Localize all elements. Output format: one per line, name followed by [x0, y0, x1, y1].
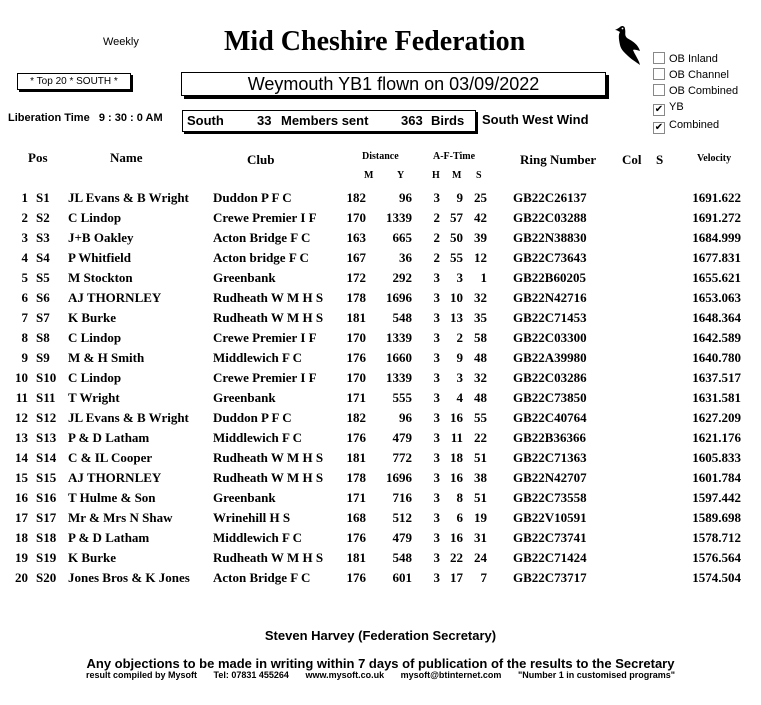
row-time-seconds: 39	[474, 230, 487, 245]
row-velocity: 1642.589	[692, 330, 741, 345]
table-row	[0, 310, 761, 330]
row-time-seconds: 58	[474, 330, 487, 345]
row-distance-yards: 772	[392, 450, 412, 465]
row-time-hours: 3	[433, 350, 440, 365]
row-distance-yards: 1696	[386, 470, 412, 485]
table-row	[0, 570, 761, 590]
checkbox-icon[interactable]	[653, 52, 665, 64]
col-dist-y: Y	[397, 170, 405, 181]
row-name: M & H Smith	[68, 350, 145, 365]
row-club: Greenbank	[213, 490, 276, 505]
compiled-by: result compiled by Mysoft	[85, 670, 197, 680]
row-position: 5	[21, 270, 28, 285]
row-time-seconds: 48	[474, 390, 487, 405]
option-ob-combined[interactable]	[653, 84, 738, 97]
row-club: Middlewich F C	[213, 430, 303, 445]
row-position: 17	[15, 510, 28, 525]
compiler-phone: Tel: 07831 455264	[213, 670, 289, 680]
col-time-h: H	[432, 170, 440, 181]
row-ring-number: GB22C03288	[513, 210, 587, 225]
row-time-hours: 3	[433, 530, 440, 545]
row-club: Crewe Premier I F	[213, 370, 317, 385]
row-ring-number: GB22C71363	[513, 450, 587, 465]
objections-notice: Any objections to be made in writing within 7 days of publication of the results to the Secretary	[86, 656, 675, 671]
checkbox-checked-icon[interactable]: ✔	[654, 122, 664, 133]
option-label: OB Combined	[669, 85, 739, 97]
col-time-s: S	[476, 170, 482, 181]
row-distance-yards: 555	[392, 390, 412, 405]
row-velocity: 1621.176	[692, 430, 741, 445]
row-ring-number: GB22C40764	[513, 410, 587, 425]
compiler-slogan: "Number 1 in customised programs"	[517, 670, 676, 680]
table-row	[0, 290, 761, 310]
row-section-position: S19	[36, 550, 57, 565]
row-name: Mr & Mrs N Shaw	[68, 510, 173, 525]
row-position: 6	[21, 290, 28, 305]
row-section-position: S18	[36, 530, 57, 545]
row-section-position: S20	[36, 570, 57, 585]
row-time-minutes: 50	[450, 230, 463, 245]
row-position: 1	[21, 190, 28, 205]
row-name: C Lindop	[68, 370, 122, 385]
row-distance-yards: 96	[399, 190, 412, 205]
row-distance-miles: 170	[346, 330, 366, 345]
row-distance-miles: 181	[346, 310, 366, 325]
row-time-hours: 3	[433, 410, 440, 425]
row-velocity: 1677.831	[692, 250, 741, 265]
row-section-position: S8	[36, 330, 50, 345]
row-time-hours: 3	[433, 310, 440, 325]
row-time-hours: 3	[433, 550, 440, 565]
row-distance-miles: 171	[346, 390, 366, 405]
compiled-by-line	[0, 670, 761, 680]
row-time-minutes: 17	[450, 570, 463, 585]
row-time-seconds: 55	[474, 410, 487, 425]
row-section-position: S13	[36, 430, 57, 445]
row-section-position: S1	[36, 190, 50, 205]
row-position: 19	[15, 550, 28, 565]
row-velocity: 1655.621	[692, 270, 741, 285]
row-ring-number: GB22V10591	[513, 510, 587, 525]
row-velocity: 1631.581	[692, 390, 741, 405]
row-section-position: S10	[36, 370, 57, 385]
row-distance-yards: 292	[392, 270, 412, 285]
option-yb[interactable]	[653, 101, 684, 116]
row-section-position: S11	[36, 390, 56, 405]
row-time-seconds: 42	[474, 210, 487, 225]
row-distance-miles: 170	[346, 210, 366, 225]
row-section-position: S14	[36, 450, 57, 465]
table-row	[0, 530, 761, 550]
row-time-minutes: 9	[456, 350, 463, 365]
row-name: JL Evans & B Wright	[68, 190, 189, 205]
row-velocity: 1627.209	[692, 410, 741, 425]
row-distance-miles: 167	[346, 250, 366, 265]
table-row	[0, 190, 761, 210]
row-section-position: S2	[36, 210, 50, 225]
top20-section-badge: * Top 20 * SOUTH *	[17, 73, 131, 90]
row-time-minutes: 11	[450, 430, 463, 445]
row-distance-yards: 716	[392, 490, 412, 505]
row-distance-yards: 479	[392, 530, 412, 545]
row-time-hours: 3	[433, 450, 440, 465]
row-time-hours: 2	[433, 250, 440, 265]
row-club: Acton Bridge F C	[213, 570, 311, 585]
row-velocity: 1605.833	[692, 450, 741, 465]
row-ring-number: GB22N38830	[513, 230, 587, 245]
row-club: Crewe Premier I F	[213, 210, 317, 225]
table-row	[0, 470, 761, 490]
entry-summary-box	[182, 110, 476, 132]
row-section-position: S3	[36, 230, 50, 245]
row-distance-yards: 1339	[386, 330, 412, 345]
row-ring-number: GB22A39980	[513, 350, 587, 365]
row-distance-yards: 96	[399, 410, 412, 425]
row-distance-miles: 178	[346, 290, 366, 305]
row-time-minutes: 22	[450, 550, 463, 565]
row-time-seconds: 38	[474, 470, 487, 485]
row-time-hours: 3	[433, 470, 440, 485]
row-velocity: 1601.784	[692, 470, 741, 485]
row-distance-yards: 1660	[386, 350, 412, 365]
row-velocity: 1653.063	[692, 290, 741, 305]
col-dist-m: M	[364, 170, 374, 181]
row-position: 16	[15, 490, 28, 505]
row-name: T Hulme & Son	[68, 490, 156, 505]
table-row	[0, 330, 761, 350]
row-time-seconds: 35	[474, 310, 487, 325]
row-ring-number: GB22B36366	[513, 430, 586, 445]
section-name: South	[187, 113, 224, 128]
row-distance-miles: 176	[346, 350, 366, 365]
col-pos: Pos	[28, 150, 48, 165]
row-name: C Lindop	[68, 210, 122, 225]
row-distance-miles: 181	[346, 450, 366, 465]
row-time-seconds: 51	[474, 490, 487, 505]
row-velocity: 1576.564	[692, 550, 741, 565]
row-time-seconds: 32	[474, 290, 487, 305]
row-club: Wrinehill H S	[213, 510, 291, 525]
table-row	[0, 430, 761, 450]
birds-count: 363	[401, 113, 423, 128]
table-row	[0, 510, 761, 530]
row-distance-miles: 178	[346, 470, 366, 485]
row-distance-miles: 182	[346, 410, 366, 425]
row-position: 4	[21, 250, 28, 265]
table-row	[0, 490, 761, 510]
row-name: JL Evans & B Wright	[68, 410, 189, 425]
row-distance-miles: 163	[346, 230, 366, 245]
row-name: J+B Oakley	[68, 230, 134, 245]
row-ring-number: GB22C03300	[513, 330, 587, 345]
row-time-hours: 3	[433, 290, 440, 305]
row-ring-number: GB22C71453	[513, 310, 587, 325]
checkbox-checked-icon[interactable]: ✔	[654, 104, 664, 115]
row-time-seconds: 1	[480, 270, 487, 285]
row-name: P & D Latham	[68, 530, 150, 545]
option-label: YB	[669, 101, 684, 113]
row-club: Duddon P F C	[213, 410, 292, 425]
option-combined[interactable]	[653, 119, 719, 134]
row-ring-number: GB22C26137	[513, 190, 587, 205]
row-section-position: S9	[36, 350, 50, 365]
row-position: 7	[21, 310, 28, 325]
table-row	[0, 270, 761, 290]
row-name: P & D Latham	[68, 430, 150, 445]
row-ring-number: GB22C71424	[513, 550, 587, 565]
row-distance-yards: 36	[399, 250, 412, 265]
row-time-seconds: 7	[480, 570, 487, 585]
row-name: Jones Bros & K Jones	[68, 570, 190, 585]
row-distance-miles: 172	[346, 270, 366, 285]
row-time-minutes: 57	[450, 210, 463, 225]
row-club: Rudheath W M H S	[213, 310, 324, 325]
row-time-seconds: 31	[474, 530, 487, 545]
table-row	[0, 370, 761, 390]
race-title: Weymouth YB1 flown on 03/09/2022	[181, 72, 606, 96]
row-velocity: 1597.442	[692, 490, 741, 505]
row-velocity: 1578.712	[692, 530, 741, 545]
liberation-time	[8, 112, 163, 124]
table-row	[0, 550, 761, 570]
row-time-hours: 3	[433, 190, 440, 205]
row-section-position: S16	[36, 490, 57, 505]
row-time-seconds: 24	[474, 550, 487, 565]
row-time-seconds: 48	[474, 350, 487, 365]
row-club: Middlewich F C	[213, 350, 303, 365]
table-row	[0, 410, 761, 430]
row-club: Rudheath W M H S	[213, 550, 324, 565]
row-distance-miles: 176	[346, 570, 366, 585]
compiler-email: mysoft@btinternet.com	[400, 670, 502, 680]
row-time-seconds: 51	[474, 450, 487, 465]
row-position: 20	[15, 570, 28, 585]
secretary-signature: Steven Harvey (Federation Secretary)	[264, 628, 497, 643]
members-label: Members sent	[281, 113, 369, 128]
row-time-minutes: 2	[456, 330, 463, 345]
row-ring-number: GB22N42716	[513, 290, 587, 305]
option-label: OB Channel	[669, 69, 729, 81]
row-ring-number: GB22C73717	[513, 570, 587, 585]
row-ring-number: GB22C73741	[513, 530, 587, 545]
table-row	[0, 450, 761, 470]
row-name: M Stockton	[68, 270, 133, 285]
row-name: AJ THORNLEY	[68, 470, 162, 485]
table-row	[0, 350, 761, 370]
col-time-m: M	[452, 170, 462, 181]
table-row	[0, 390, 761, 410]
row-ring-number: GB22C73558	[513, 490, 587, 505]
row-velocity: 1640.780	[692, 350, 741, 365]
row-distance-miles: 181	[346, 550, 366, 565]
row-name: AJ THORNLEY	[68, 290, 162, 305]
option-label: Combined	[669, 119, 720, 131]
row-distance-yards: 512	[392, 510, 412, 525]
weekly-label: Weekly	[103, 36, 139, 48]
row-section-position: S4	[36, 250, 50, 265]
row-time-minutes: 18	[450, 450, 463, 465]
members-count: 33	[257, 113, 272, 128]
row-time-seconds: 12	[474, 250, 487, 265]
row-time-minutes: 16	[450, 470, 463, 485]
row-time-hours: 3	[433, 270, 440, 285]
col-name: Name	[110, 150, 143, 165]
row-time-hours: 3	[433, 570, 440, 585]
row-time-seconds: 25	[474, 190, 487, 205]
row-velocity: 1574.504	[692, 570, 741, 585]
row-velocity: 1691.622	[692, 190, 741, 205]
row-distance-miles: 168	[346, 510, 366, 525]
row-club: Rudheath W M H S	[213, 470, 324, 485]
col-colour: Col	[622, 152, 642, 167]
row-position: 13	[15, 430, 28, 445]
row-position: 2	[21, 210, 28, 225]
row-club: Rudheath W M H S	[213, 450, 324, 465]
row-name: C & IL Cooper	[68, 450, 153, 465]
row-position: 12	[15, 410, 28, 425]
row-distance-yards: 601	[392, 570, 412, 585]
row-club: Greenbank	[213, 270, 276, 285]
row-time-seconds: 19	[474, 510, 487, 525]
row-time-minutes: 3	[456, 370, 463, 385]
row-distance-yards: 1339	[386, 370, 412, 385]
row-club: Middlewich F C	[213, 530, 303, 545]
row-time-minutes: 6	[456, 510, 463, 525]
row-velocity: 1637.517	[692, 370, 741, 385]
table-row	[0, 230, 761, 250]
row-section-position: S6	[36, 290, 50, 305]
row-ring-number: GB22C03286	[513, 370, 587, 385]
row-club: Rudheath W M H S	[213, 290, 324, 305]
row-time-hours: 2	[433, 230, 440, 245]
checkbox-icon[interactable]	[653, 84, 665, 96]
liberation-label: Liberation Time	[8, 112, 90, 124]
row-position: 3	[21, 230, 28, 245]
row-distance-yards: 1696	[386, 290, 412, 305]
checkbox-icon[interactable]	[653, 68, 665, 80]
row-ring-number: GB22N42707	[513, 470, 587, 485]
row-section-position: S15	[36, 470, 57, 485]
row-ring-number: GB22C73643	[513, 250, 587, 265]
row-ring-number: GB22B60205	[513, 270, 586, 285]
row-time-hours: 3	[433, 490, 440, 505]
row-name: C Lindop	[68, 330, 122, 345]
row-ring-number: GB22C73850	[513, 390, 587, 405]
row-time-hours: 3	[433, 370, 440, 385]
row-club: Greenbank	[213, 390, 276, 405]
row-club: Acton bridge F C	[213, 250, 309, 265]
pigeon-logo-icon	[612, 24, 642, 66]
row-position: 15	[15, 470, 28, 485]
row-velocity: 1691.272	[692, 210, 741, 225]
option-ob-inland[interactable]	[653, 52, 718, 65]
col-ring-number: Ring Number	[520, 152, 597, 167]
col-sex: S	[656, 152, 664, 167]
row-time-minutes: 8	[456, 490, 463, 505]
row-time-hours: 3	[433, 330, 440, 345]
row-velocity: 1648.364	[692, 310, 741, 325]
row-time-minutes: 16	[450, 530, 463, 545]
row-section-position: S7	[36, 310, 50, 325]
row-time-seconds: 32	[474, 370, 487, 385]
table-row	[0, 250, 761, 270]
page-title: Mid Cheshire Federation	[224, 26, 526, 57]
col-club: Club	[247, 152, 275, 167]
row-distance-miles: 170	[346, 370, 366, 385]
row-name: K Burke	[68, 310, 117, 325]
row-club: Acton Bridge F C	[213, 230, 311, 245]
row-time-minutes: 13	[450, 310, 463, 325]
option-label: OB Inland	[669, 53, 718, 65]
row-distance-yards: 548	[392, 310, 412, 325]
row-position: 11	[15, 390, 28, 405]
row-distance-yards: 665	[392, 230, 412, 245]
row-section-position: S17	[36, 510, 57, 525]
row-time-minutes: 55	[450, 250, 463, 265]
row-name: K Burke	[68, 550, 117, 565]
row-time-minutes: 4	[456, 390, 463, 405]
row-time-hours: 3	[433, 430, 440, 445]
birds-label: Birds	[431, 113, 465, 128]
compiler-website: www.mysoft.co.uk	[305, 670, 385, 680]
row-distance-miles: 182	[346, 190, 366, 205]
row-time-hours: 2	[433, 210, 440, 225]
col-distance: Distance	[362, 151, 399, 162]
row-time-minutes: 16	[450, 410, 463, 425]
row-position: 18	[15, 530, 28, 545]
row-time-minutes: 10	[450, 290, 463, 305]
row-position: 9	[21, 350, 28, 365]
row-time-hours: 3	[433, 390, 440, 405]
row-time-seconds: 22	[474, 430, 487, 445]
row-time-minutes: 3	[456, 270, 463, 285]
table-row	[0, 210, 761, 230]
row-club: Duddon P F C	[213, 190, 292, 205]
liberation-value: 9 : 30 : 0 AM	[98, 112, 163, 124]
row-section-position: S12	[36, 410, 57, 425]
row-name: T Wright	[68, 390, 120, 405]
row-position: 14	[15, 450, 28, 465]
option-ob-channel[interactable]	[653, 68, 729, 81]
wind-direction: South West Wind	[482, 112, 589, 127]
row-velocity: 1684.999	[692, 230, 741, 245]
col-af-time: A-F-Time	[433, 151, 476, 162]
row-position: 8	[21, 330, 28, 345]
row-distance-yards: 1339	[386, 210, 412, 225]
row-position: 10	[15, 370, 28, 385]
row-time-hours: 3	[433, 510, 440, 525]
row-distance-yards: 479	[392, 430, 412, 445]
row-distance-yards: 548	[392, 550, 412, 565]
row-section-position: S5	[36, 270, 50, 285]
row-club: Crewe Premier I F	[213, 330, 317, 345]
row-distance-miles: 176	[346, 430, 366, 445]
row-distance-miles: 171	[346, 490, 366, 505]
row-distance-miles: 176	[346, 530, 366, 545]
row-time-minutes: 9	[456, 190, 463, 205]
row-name: P Whitfield	[68, 250, 131, 265]
col-velocity: Velocity	[697, 153, 732, 164]
row-velocity: 1589.698	[692, 510, 741, 525]
